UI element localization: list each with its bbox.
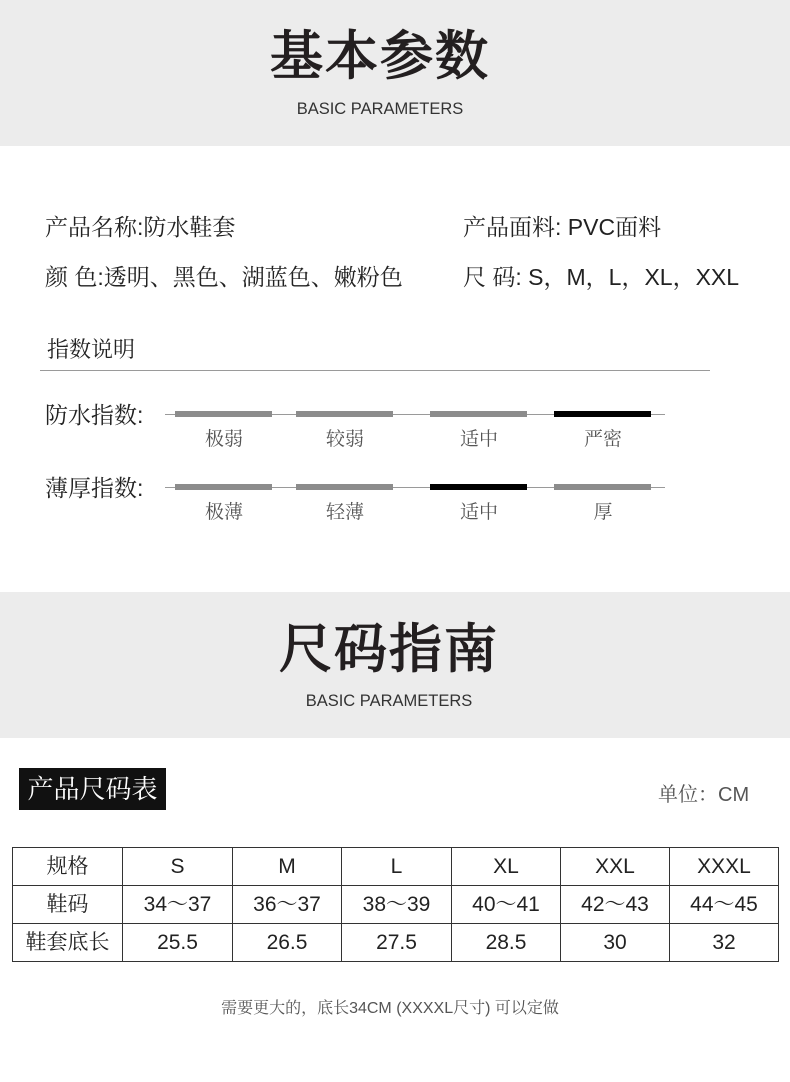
custom-size-note: 需要更大的，底长34CM (XXXXL尺寸) 可以定做 — [221, 1000, 559, 1017]
waterproof-index-label: 防水指数: — [45, 402, 144, 428]
size-table — [12, 847, 779, 962]
size-table-cell: M — [233, 848, 342, 886]
thickness-level-label: 厚 — [593, 502, 613, 523]
size-table-cell: XL — [452, 848, 561, 886]
thickness-level-label: 轻薄 — [325, 502, 364, 523]
waterproof-level-bar — [296, 411, 393, 417]
index-divider — [40, 370, 710, 371]
thickness-level-bar — [296, 484, 393, 490]
size-table-cell: 34～37 — [123, 886, 233, 924]
size-guide-header-band — [0, 592, 790, 738]
size-table-cell: S — [123, 848, 233, 886]
waterproof-level-bar — [175, 411, 272, 417]
thickness-level-label: 极薄 — [204, 502, 243, 523]
index-heading: 指数说明 — [47, 337, 136, 362]
size-table-row — [13, 848, 779, 886]
size-guide-subtitle: BASIC PARAMETERS — [305, 692, 473, 710]
size-table-row-header: 鞋码 — [13, 886, 123, 924]
size-table-cell: 28.5 — [452, 924, 561, 962]
waterproof-index-row — [0, 390, 790, 454]
size-table-cell: L — [342, 848, 452, 886]
waterproof-level-label: 适中 — [459, 429, 498, 450]
waterproof-level-label: 极弱 — [204, 429, 243, 450]
spec-fabric: 产品面料: PVC面料 — [463, 214, 662, 240]
size-table-cell: 38～39 — [342, 886, 452, 924]
size-table-cell: XXXL — [670, 848, 779, 886]
basic-params-title: 基本参数 — [270, 27, 490, 86]
spec-sizes: 尺 码: S，M，L，XL，XXL — [463, 264, 740, 290]
size-table-cell: 40～41 — [452, 886, 561, 924]
thickness-level-bar — [554, 484, 651, 490]
size-table-cell: 32 — [670, 924, 779, 962]
size-table-row — [13, 924, 779, 962]
basic-params-subtitle: BASIC PARAMETERS — [296, 100, 464, 118]
basic-params-header-band — [0, 0, 790, 146]
size-table-row-header: 鞋套底长 — [13, 924, 123, 962]
thickness-level-bar — [175, 484, 272, 490]
size-guide-title: 尺码指南 — [279, 620, 499, 679]
size-table-cell: 26.5 — [233, 924, 342, 962]
size-table-cell: 25.5 — [123, 924, 233, 962]
thickness-index-row — [0, 463, 790, 527]
spec-product-name: 产品名称:防水鞋套 — [45, 214, 236, 240]
size-table-cell: 42～43 — [561, 886, 670, 924]
size-table-cell: 36～37 — [233, 886, 342, 924]
thickness-level-label: 适中 — [459, 502, 498, 523]
thickness-index-label: 薄厚指数: — [45, 475, 144, 501]
size-table-row — [13, 886, 779, 924]
size-chart-badge: 产品尺码表 — [19, 768, 166, 810]
waterproof-level-label: 较弱 — [325, 429, 364, 450]
waterproof-level-bar — [430, 411, 527, 417]
spec-color-options: 颜 色:透明、黑色、湖蓝色、嫩粉色 — [45, 264, 403, 290]
size-table-cell: XXL — [561, 848, 670, 886]
unit-label: 单位：CM — [658, 784, 750, 806]
waterproof-level-label: 严密 — [583, 429, 622, 450]
thickness-level-bar — [430, 484, 527, 490]
size-table-row-header: 规格 — [13, 848, 123, 886]
size-table-cell: 27.5 — [342, 924, 452, 962]
size-table-cell: 44～45 — [670, 886, 779, 924]
size-table-cell: 30 — [561, 924, 670, 962]
waterproof-level-bar — [554, 411, 651, 417]
